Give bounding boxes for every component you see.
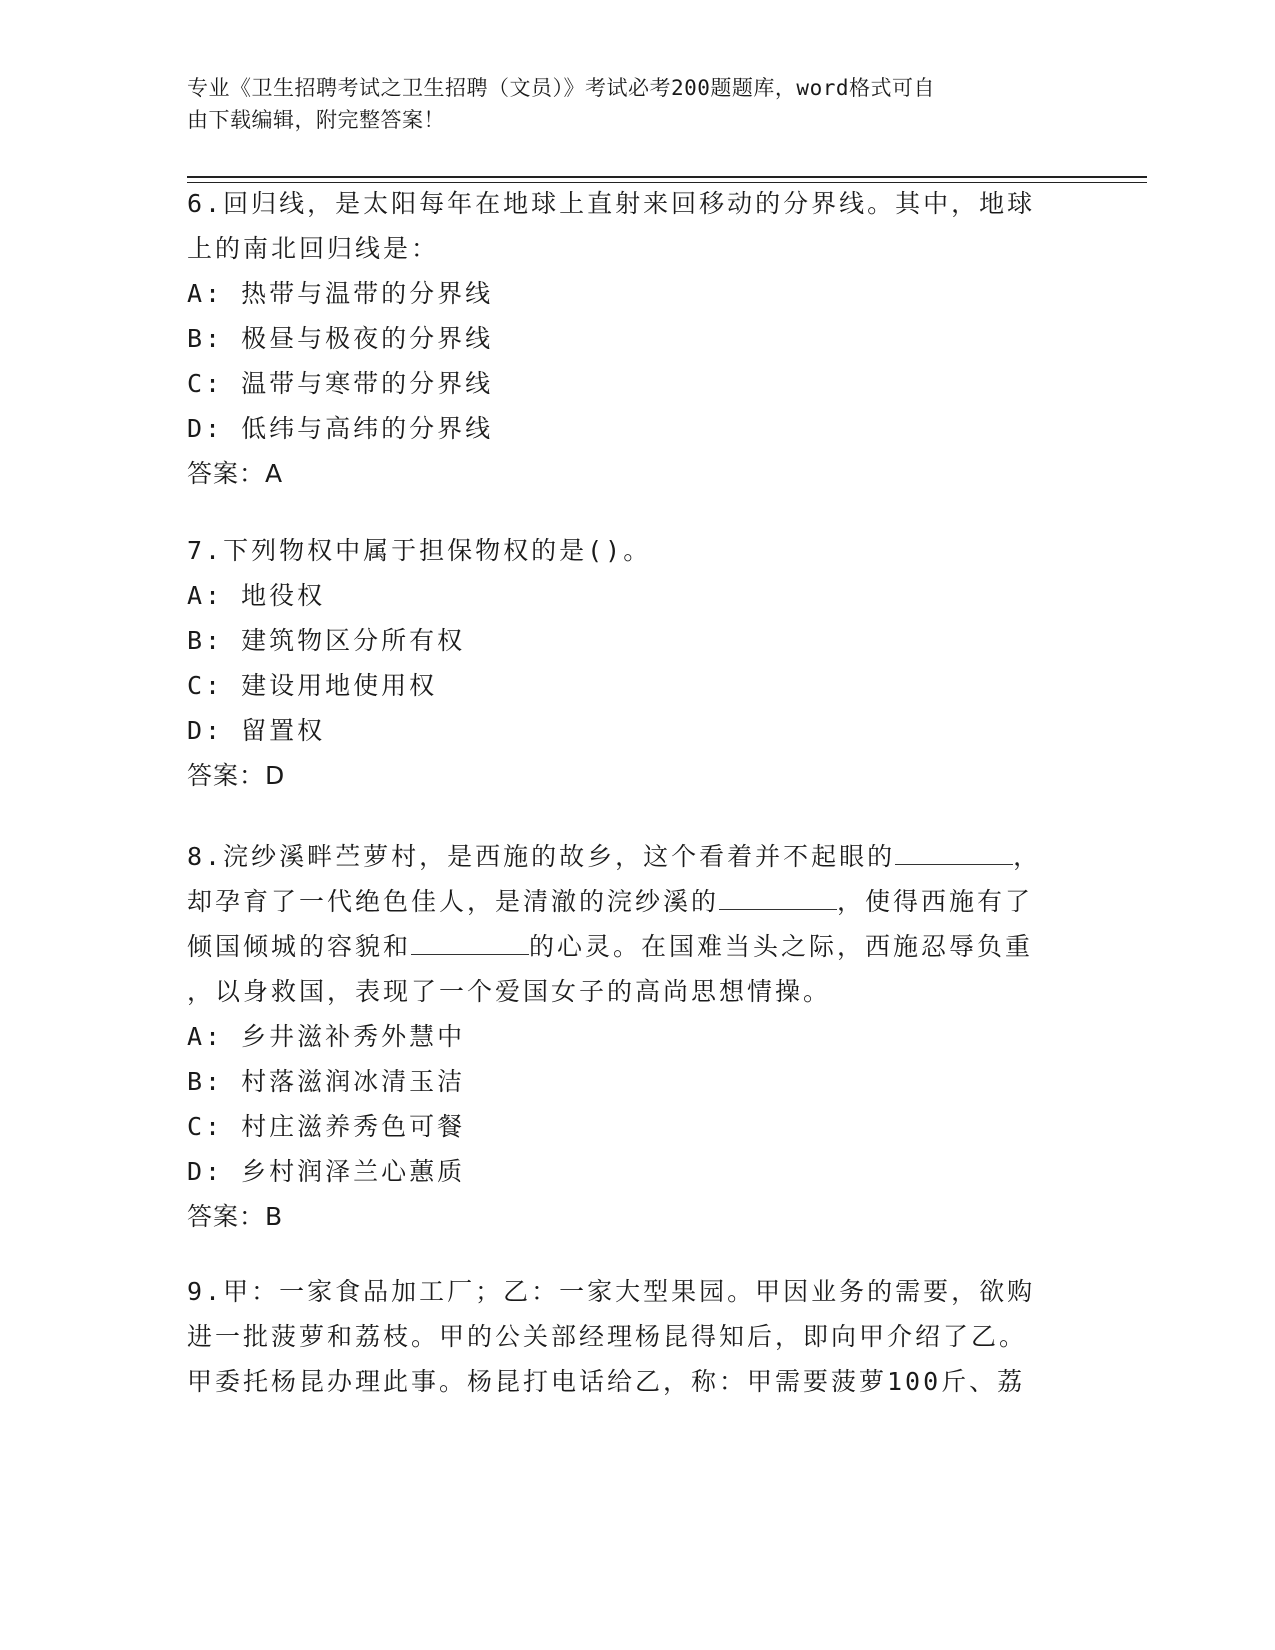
question-stem-line: ，以身救国，表现了一个爱国女子的高尚思想情操。 (187, 977, 832, 1006)
question-stem-line: 9.甲：一家食品加工厂；乙：一家大型果园。甲因业务的需要，欲购 (187, 1277, 1036, 1306)
option-c: C: 温带与寒带的分界线 (187, 369, 494, 398)
question-stem-line: 甲委托杨昆办理此事。杨昆打电话给乙，称：甲需要菠萝100斤、荔 (187, 1367, 1026, 1396)
option-d: D: 低纬与高纬的分界线 (187, 414, 494, 443)
option-b: B: 村落滋润冰清玉洁 (187, 1067, 466, 1096)
question-stem-line (187, 834, 1067, 879)
stem-text: 的心灵。在国难当头之际，西施忍辱负重 (529, 932, 1034, 961)
stem-text: ， (1013, 842, 1042, 871)
fill-blank (895, 842, 1013, 865)
question-6 (187, 181, 1067, 496)
option-c: C: 建设用地使用权 (187, 671, 438, 700)
option-a: A: 热带与温带的分界线 (187, 279, 494, 308)
stem-text: 8.浣纱溪畔苎萝村，是西施的故乡，这个看着并不起眼的 (187, 842, 896, 871)
document-header (187, 72, 1067, 136)
question-stem-line: 7.下列物权中属于担保物权的是()。 (187, 536, 652, 565)
stem-text: 倾国倾城的容貌和 (187, 932, 412, 961)
header-rule-thick (187, 176, 1147, 178)
question-stem-line (187, 879, 1067, 924)
option-b: B: 极昼与极夜的分界线 (187, 324, 494, 353)
option-d: D: 乡村润泽兰心蕙质 (187, 1157, 466, 1186)
header-title-line-2: 由下载编辑，附完整答案！ (187, 108, 445, 132)
stem-text: 却孕育了一代绝色佳人，是清澈的浣纱溪的 (187, 887, 720, 916)
fill-blank (719, 887, 837, 910)
question-stem-line: 进一批菠萝和荔枝。甲的公关部经理杨昆得知后，即向甲介绍了乙。 (187, 1322, 1028, 1351)
header-title-line-1: 专业《卫生招聘考试之卫生招聘（文员）》考试必考200题题库，word格式可自 (187, 76, 935, 100)
option-d: D: 留置权 (187, 716, 326, 745)
fill-blank (411, 932, 529, 955)
question-9 (187, 1269, 1067, 1404)
question-stem-line: 上的南北回归线是： (187, 234, 440, 263)
answer-line: 答案：B (187, 1202, 284, 1231)
answer-line: 答案：D (187, 761, 286, 790)
question-8 (187, 834, 1067, 1239)
question-stem-line: 6.回归线，是太阳每年在地球上直射来回移动的分界线。其中，地球 (187, 189, 1036, 218)
stem-text: ，使得西施有了 (837, 887, 1034, 916)
option-a: A: 乡井滋补秀外慧中 (187, 1022, 466, 1051)
option-b: B: 建筑物区分所有权 (187, 626, 466, 655)
answer-line: 答案：A (187, 459, 284, 488)
question-stem-line (187, 924, 1067, 969)
option-c: C: 村庄滋养秀色可餐 (187, 1112, 466, 1141)
option-a: A: 地役权 (187, 581, 326, 610)
question-7 (187, 528, 1067, 798)
